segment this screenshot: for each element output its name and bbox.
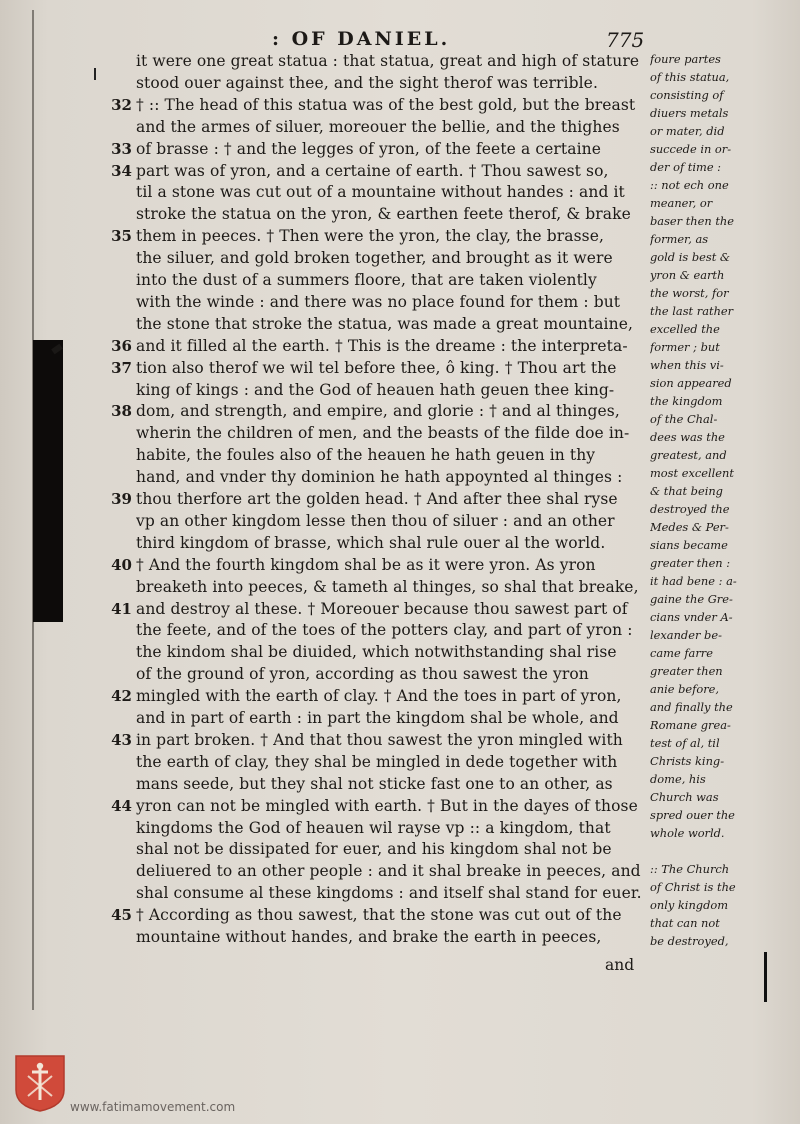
line-text: shal not be dissipated for euer, and his kingdom shal not be [136,840,612,859]
line-text: shal consume al these kingdoms : and itself shal stand for euer. [136,884,642,903]
line-text: and the armes of siluer, moreouer the bellie, and the thighes [136,117,620,136]
margin-note-line: lexander be- [650,628,722,642]
margin-note-line: when this vi- [650,358,724,372]
line-text: mingled with the earth of clay. † And the toes in part of yron, [136,687,622,706]
margin-note-line: the worst, for [650,286,729,300]
margin-note-line: the kingdom [650,394,723,408]
margin-note-line: greater then : [650,556,731,570]
margin-note-line: succede in or- [650,142,732,156]
margin-note-line: test of al, til [650,736,720,750]
line-text: and it filled al the earth. † This is the dreame : the interpreta- [136,336,628,355]
line-text: vp an other kingdom lesse then thou of siluer : and an other [136,511,615,530]
margin-note-line: gaine the Gre- [650,592,733,606]
verse-number: 40 [111,555,132,574]
line-text: of the ground of yron, according as thou sawest the yron [136,665,589,684]
margin-note-line: foure partes [650,52,721,66]
line-text: them in peeces. † Then were the yron, the clay, the brasse, [136,227,605,246]
margin-note-line: of this statua, [650,70,730,84]
margin-note-line: Christs king- [650,754,725,768]
line-text: habite, the foules also of the heauen he hath geuen in thy [136,446,596,465]
line-text: and destroy al these. † Moreouer because thou sawest part of [136,599,628,618]
line-text: breaketh into peeces, & tameth al thinges, so shal that breake, [136,577,639,596]
margin-note-line: Church was [650,790,719,804]
text-line [0,840,800,862]
verse-number: 43 [111,730,132,749]
margin-note-line: :: The Church [650,862,730,876]
line-text: it were one great statua : that statua, great and high of stature [136,52,640,70]
margin-note-line: anie before, [650,682,720,696]
papal-keys-crest-icon [14,1054,66,1112]
line-text: wherin the children of men, and the beasts of the filde doe in- [136,424,630,443]
line-text: yron can not be mingled with earth. † But in the dayes of those [136,796,638,815]
line-text: kingdoms the God of heauen wil rayse vp :: a kingdom, that [136,818,611,837]
line-text: thou therfore art the golden head. † And after thee shal ryse [136,490,618,508]
line-text: deliuered to an other people : and it shal breake in peeces, and [136,862,641,881]
margin-rule [764,952,767,1002]
margin-note-line: Medes & Per- [650,520,729,534]
verse-number: 38 [111,402,132,421]
verse-number: 33 [111,139,132,158]
line-text: the earth of clay, they shal be mingled in dede together with [136,752,618,771]
margin-note-line: dees was the [650,430,725,444]
margin-note-line: only kingdom [650,898,729,912]
verse-number: 45 [111,906,132,925]
margin-note-line: & that being [650,484,723,498]
verse-number: 34 [111,161,132,180]
line-text: hand, and vnder thy dominion he hath appoynted al thinges : [136,468,623,487]
line-text: til a stone was cut out of a mountaine without handes : and it [136,183,625,202]
line-text: the feete, and of the toes of the potters clay, and part of yron : [136,621,633,640]
margin-note-line: most excellent [650,466,734,480]
margin-note-line: greater then [650,664,723,678]
margin-note-line: came farre [650,646,713,660]
line-text: third kingdom of brasse, which shal rule ouer al the world. [136,533,606,552]
site-url[interactable]: www.fatimamovement.com [70,1100,236,1114]
margin-note-line: spred ouer the [650,808,735,822]
margin-note-line: it had bene : a- [650,574,737,588]
margin-note-line: sion appeared [650,376,732,390]
margin-note-line: be destroyed, [650,934,729,948]
margin-note-line: meaner, or [650,196,713,210]
catchword: and [605,956,635,974]
margin-note-line: dome, his [650,772,706,786]
verse-number: 42 [111,687,132,706]
margin-note-line: Romane grea- [650,718,731,732]
margin-note-line: consisting of [650,88,724,102]
margin-note-line: former, as [650,232,709,246]
line-text: into the dust of a summers floore, that are taken violently [136,271,597,289]
margin-note-line: der of time : [650,160,722,174]
line-text: of brasse : † and the legges of yron, of the feete a certaine [136,139,601,158]
verse-number: 39 [111,490,132,508]
line-text: and in part of earth : in part the kingdom shal be whole, and [136,709,619,727]
line-text: the siluer, and gold broken together, and brought as it were [136,249,613,268]
verse-number: 32 [111,95,132,114]
verse-number: 37 [111,358,132,377]
verse-number: 44 [111,796,132,815]
margin-note-line: gold is best & [650,250,731,264]
verse-number: 35 [111,227,132,246]
margin-note-line: yron & earth [650,268,725,282]
line-text: † And the fourth kingdom shal be as it were yron. As yron [136,555,596,574]
verse-number: 36 [111,336,132,355]
line-text: stood ouer against thee, and the sight therof was terrible. [136,73,598,92]
margin-note-line: of Christ is the [650,880,736,894]
line-text: part was of yron, and a certaine of earth. † Thou sawest so, [136,161,609,180]
page-header [0,28,800,52]
line-text: mountaine without handes, and brake the earth in peeces, [136,928,602,946]
line-text: the stone that stroke the statua, was made a great mountaine, [136,314,633,333]
line-text: dom, and strength, and empire, and glorie : † and al thinges, [136,402,620,421]
margin-note-line: cians vnder A- [650,610,733,624]
line-text: † :: The head of this statua was of the best gold, but the breast [136,95,636,114]
line-text: mans seede, but they shal not sticke fast one to an other, as [136,774,613,793]
margin-note-line: former ; but [650,340,720,354]
margin-note-line: baser then the [650,214,735,228]
page-number: 775 [606,28,645,52]
margin-note-line: of the Chal- [650,412,718,426]
margin-note-line: whole world. [650,826,725,840]
line-text: in part broken. † And that thou sawest the yron mingled with [136,730,623,749]
verse-number: 41 [111,599,132,618]
margin-note-line: greatest, and [650,448,727,462]
line-text: king of kings : and the God of heauen hath geuen thee king- [136,380,615,399]
line-text: the kindom shal be diuided, which notwithstanding shal rise [136,643,617,662]
line-text: † According as thou sawest, that the stone was cut out of the [136,906,622,925]
margin-note-line: destroyed the [650,502,730,516]
running-title: : OF DANIEL. [272,28,451,50]
margin-note-line: diuers metals [650,106,729,120]
margin-note-line: and finally the [650,700,733,714]
line-text: tion also therof we wil tel before thee, ô king. † Thou art the [136,358,617,377]
margin-note-line: :: not ech one [650,178,729,192]
margin-note-line: sians became [650,538,728,552]
margin-note-line: or mater, did [650,124,725,138]
margin-note-line: that can not [650,916,720,930]
margin-note-line: the last rather [650,304,734,318]
line-text: stroke the statua on the yron, & earthen feete therof, & brake [136,205,631,224]
margin-note-line: excelled the [650,322,720,336]
line-text: with the winde : and there was no place found for them : but [136,292,621,311]
